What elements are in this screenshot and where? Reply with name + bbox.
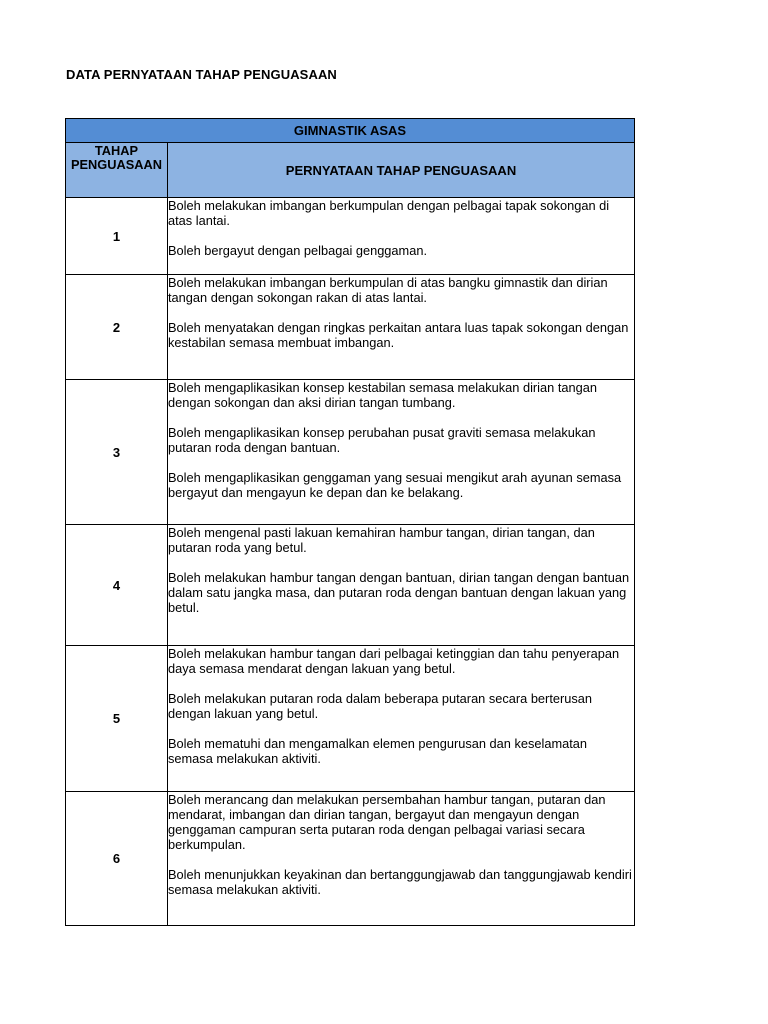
statement-text: Boleh melakukan putaran roda dalam beberapa putaran secara berterusan dengan lakuan yang betul. [168, 691, 592, 721]
table-row [66, 792, 635, 926]
table-row [66, 525, 635, 646]
level-cell: 5 [66, 646, 168, 792]
statement-cell [168, 380, 635, 525]
statement-text: Boleh melakukan imbangan berkumpulan di atas bangku gimnastik dan dirian tangan dengan sokongan rakan di atas lantai. [168, 275, 608, 305]
statement-text: Boleh mengenal pasti lakuan kemahiran hambur tangan, dirian tangan, dan putaran roda yang betul. [168, 525, 595, 555]
statement-cell [168, 646, 635, 792]
statement-text: Boleh melakukan hambur tangan dari pelbagai ketinggian dan tahu penyerapan daya semasa mendarat dengan lakuan yang betul. [168, 646, 620, 676]
level-cell: 2 [66, 275, 168, 380]
table-row [66, 198, 635, 275]
statement-text: Boleh melakukan imbangan berkumpulan dengan pelbagai tapak sokongan di atas lantai. [168, 198, 610, 228]
table-body [66, 198, 635, 926]
statement-cell [168, 792, 635, 926]
statement-text: Boleh bergayut dengan pelbagai genggaman. [168, 243, 427, 258]
statement-column-header: PERNYATAAN TAHAP PENGUASAAN [168, 143, 635, 198]
mastery-level-table [65, 118, 635, 926]
statement-text: Boleh merancang dan melakukan persembahan hambur tangan, putaran dan mendarat, imbangan dan dirian tangan, bergayut dan mengayun dengan genggaman campuran serta putaran roda dengan pelbagai variasi secara berkumpulan. [168, 792, 606, 852]
table-row [66, 646, 635, 792]
level-cell: 3 [66, 380, 168, 525]
level-cell: 6 [66, 792, 168, 926]
statement-text: Boleh mengaplikasikan konsep perubahan pusat graviti semasa melakukan putaran roda dengan bantuan. [168, 425, 596, 455]
statement-text: Boleh menyatakan dengan ringkas perkaitan antara luas tapak sokongan dengan kestabilan semasa membuat imbangan. [168, 320, 629, 350]
statement-cell [168, 275, 635, 380]
statement-text: Boleh mengaplikasikan konsep kestabilan semasa melakukan dirian tangan dengan sokongan dan aksi dirian tangan tumbang. [168, 380, 597, 410]
level-column-header: TAHAP PENGUASAAN [66, 143, 168, 198]
level-cell: 4 [66, 525, 168, 646]
subject-header: GIMNASTIK ASAS [66, 119, 635, 143]
statement-text: Boleh mematuhi dan mengamalkan elemen pengurusan dan keselamatan semasa melakukan aktiviti. [168, 736, 588, 766]
table-row [66, 275, 635, 380]
statement-cell [168, 198, 635, 275]
statement-text: Boleh menunjukkan keyakinan dan bertanggungjawab dan tanggungjawab kendiri semasa melakukan aktiviti. [168, 867, 632, 897]
statement-text: Boleh melakukan hambur tangan dengan bantuan, dirian tangan dengan bantuan dalam satu jangka masa, dan putaran roda dengan bantuan dengan lakuan yang betul. [168, 570, 630, 615]
statement-text: Boleh mengaplikasikan genggaman yang sesuai mengikut arah ayunan semasa bergayut dan mengayun ke depan dan ke belakang. [168, 470, 622, 500]
table-row [66, 380, 635, 525]
level-cell: 1 [66, 198, 168, 275]
document-title: DATA PERNYATAAN TAHAP PENGUASAAN [66, 67, 337, 82]
statement-cell [168, 525, 635, 646]
